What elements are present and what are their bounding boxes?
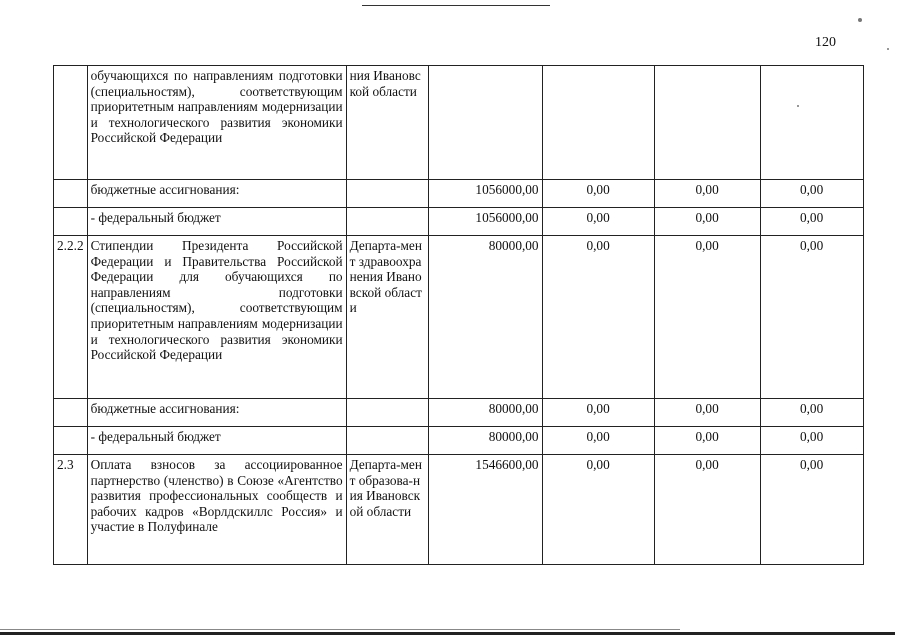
row-description: бюджетные ассигнования: <box>87 399 346 427</box>
row-value-1: 80000,00 <box>428 427 542 455</box>
row-description: бюджетные ассигнования: <box>87 180 346 208</box>
row-number <box>54 66 88 180</box>
top-rule <box>362 5 550 6</box>
row-description: - федеральный бюджет <box>87 208 346 236</box>
row-value-2: 0,00 <box>542 208 654 236</box>
row-description: обучающихся по направлениям подготовки (специальностям), соответствующим приоритетным направлениям модернизации и технологического развития экономики Российской Федерации <box>87 66 346 180</box>
bottom-scan-edge <box>0 629 680 630</box>
row-value-2: 0,00 <box>542 236 654 399</box>
row-value-4: 0,00 <box>760 180 863 208</box>
row-value-4: 0,00 <box>760 399 863 427</box>
row-value-4: 0,00 <box>760 427 863 455</box>
row-value-3: 0,00 <box>654 208 760 236</box>
row-executor: ния Ивановской области <box>346 66 428 180</box>
row-value-1: 1056000,00 <box>428 208 542 236</box>
row-description: - федеральный бюджет <box>87 427 346 455</box>
row-value-4: 0,00 <box>760 208 863 236</box>
row-value-2 <box>542 66 654 180</box>
row-number <box>54 180 88 208</box>
row-value-2: 0,00 <box>542 399 654 427</box>
row-executor <box>346 180 428 208</box>
table-row <box>54 399 864 427</box>
row-number <box>54 399 88 427</box>
row-value-3: 0,00 <box>654 399 760 427</box>
row-value-3: 0,00 <box>654 236 760 399</box>
row-value-2: 0,00 <box>542 455 654 565</box>
row-number <box>54 427 88 455</box>
row-value-1: 1546600,00 <box>428 455 542 565</box>
row-description: Оплата взносов за ассоциированное партнерство (членство) в Союзе «Агентство развития профессиональных сообществ и рабочих кадров «Ворлдскиллс Россия» и участие в Полуфинале <box>87 455 346 565</box>
row-value-3: 0,00 <box>654 427 760 455</box>
row-value-2: 0,00 <box>542 427 654 455</box>
table-row <box>54 208 864 236</box>
row-executor <box>346 208 428 236</box>
row-number: 2.3 <box>54 455 88 565</box>
table-row <box>54 455 864 565</box>
row-executor: Департа-мент здравоохранения Ивановской области <box>346 236 428 399</box>
row-number: 2.2.2 <box>54 236 88 399</box>
row-value-4 <box>760 66 863 180</box>
row-executor <box>346 399 428 427</box>
row-value-1 <box>428 66 542 180</box>
table-row <box>54 427 864 455</box>
bottom-rule <box>0 632 895 635</box>
scan-speck <box>887 48 889 50</box>
row-value-3 <box>654 66 760 180</box>
row-value-1: 80000,00 <box>428 399 542 427</box>
table-row <box>54 236 864 399</box>
row-value-1: 1056000,00 <box>428 180 542 208</box>
row-value-4: 0,00 <box>760 455 863 565</box>
row-value-3: 0,00 <box>654 180 760 208</box>
row-value-1: 80000,00 <box>428 236 542 399</box>
table-row <box>54 180 864 208</box>
row-value-4: 0,00 <box>760 236 863 399</box>
row-number <box>54 208 88 236</box>
table-row <box>54 66 864 180</box>
row-value-3: 0,00 <box>654 455 760 565</box>
row-value-2: 0,00 <box>542 180 654 208</box>
page-number: 120 <box>815 35 836 50</box>
scan-speck <box>858 18 862 22</box>
budget-table <box>53 65 864 565</box>
row-description: Стипендии Президента Российской Федерации и Правительства Российской Федерации для обучающихся по направлениям подготовки (специальностям), соответствующим приоритетным направлениям модернизации и технологического развития экономики Российской Федерации <box>87 236 346 399</box>
row-executor <box>346 427 428 455</box>
row-executor: Департа-мент образова-ния Ивановской области <box>346 455 428 565</box>
